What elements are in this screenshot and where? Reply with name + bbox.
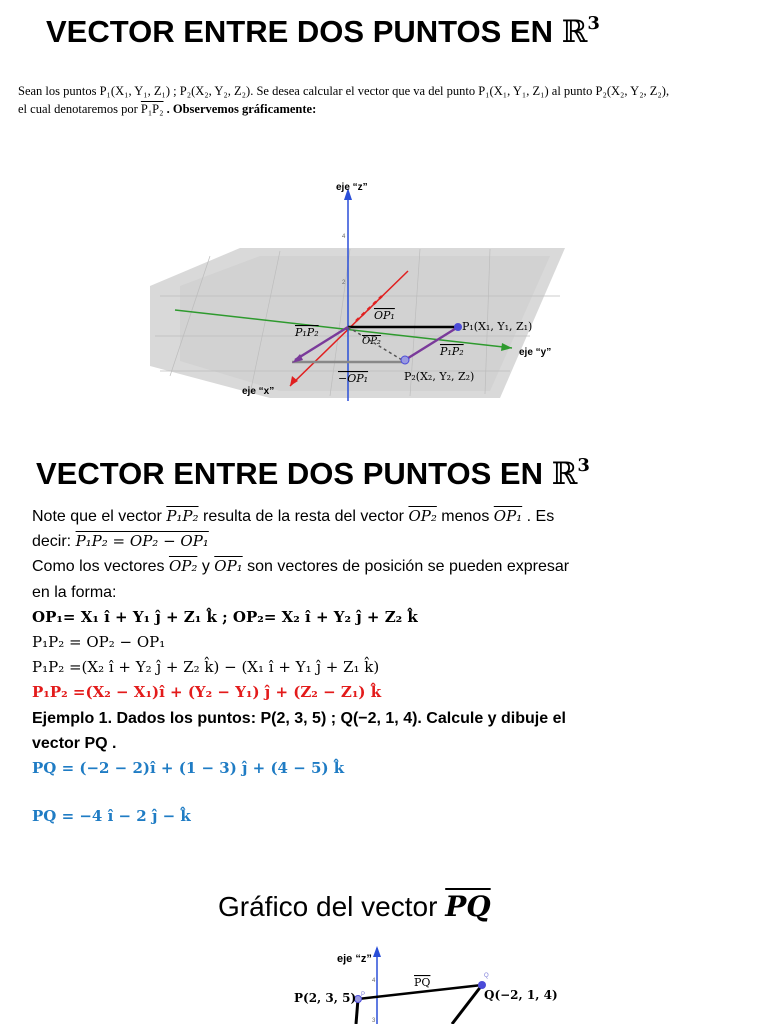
tick-4: 4: [342, 234, 346, 240]
example-vector: vector PQ .: [32, 734, 117, 752]
label-op2: OP₂: [362, 336, 381, 347]
label-axis-z: eje “z”: [336, 182, 368, 193]
line-forma: en la forma:: [32, 583, 117, 601]
label-axis-x: eje “x”: [242, 386, 275, 397]
label-op1: OP₁: [374, 309, 395, 322]
example-statement: Ejemplo 1. Dados los puntos: P(2, 3, 5) ; Q(−2, 1, 4). Calcule y dibuje el: [32, 709, 566, 727]
point-p2: [401, 356, 409, 364]
tick-2: 2: [342, 280, 346, 286]
label-p: P(2, 3, 5): [294, 991, 357, 1005]
equation-result: P₁P₂ =(X₂ − X₁)î + (Y₂ − Y₁) ĵ + (Z₂ − Z₁) k̂: [32, 683, 382, 702]
equation-position-vectors: OP₁= X₁ î + Y₁ ĵ + Z₁ k̂ ; OP₂= X₂ î + Y₂ ĵ + Z₂ k̂: [32, 607, 418, 626]
intro-paragraph: [18, 82, 766, 118]
section2-body: [32, 504, 752, 829]
figure-vector-pq: [280, 944, 580, 1024]
label-p1: P₁(X₁, Y₁, Z₁): [462, 320, 533, 333]
tick-4-2: 4: [372, 978, 376, 984]
label-q: Q(−2, 1, 4): [484, 988, 558, 1002]
equation-expanded: P₁P₂ =(X₂ î + Y₂ ĵ + Z₂ k̂) − (X₁ î + Y₁ ĵ + Z₁ k̂): [32, 658, 380, 677]
tick-3-2: 3: [372, 1018, 376, 1024]
example-result: PQ = −4 î − 2 ĵ − k̂: [32, 807, 191, 826]
label-axis-z-2: eje “z”: [337, 953, 372, 965]
line-como: Como los vectores OP₂ y OP₁ son vectores de posición se pueden expresar: [32, 557, 570, 576]
line-note: Note que el vector P₁P₂ resulta de la resta del vector OP₂ menos OP₁ . Es: [32, 507, 555, 525]
equation-difference: P₁P₂ = OP₂ − OP₁: [32, 633, 166, 652]
label-p1p2-left: P₁P₂: [295, 326, 319, 339]
point-p1: [454, 323, 462, 331]
intro-line-2: el cual denotaremos por P₁P₂ . Observemos gráficamente:: [18, 102, 317, 116]
label-p1p2-right: P₁P₂: [440, 345, 464, 358]
label-neg-op1: −OP₁: [338, 372, 369, 385]
point-p-letter: P: [361, 992, 366, 998]
label-p2: P₂(X₂, Y₂, Z₂): [404, 370, 475, 383]
label-axis-y: eje “y”: [519, 347, 552, 358]
point-q-letter: Q: [484, 973, 489, 979]
section1-title: VECTOR ENTRE DOS PUNTOS EN ℝ$^3$: [46, 12, 600, 50]
intro-line-1: Sean los puntos P₁(X₁, Y₁, Z₁) ; P₂(X₂, Y₂, Z₂). Se desea calcular el vector que va del punto P₁(X₁, Y₁, Z₁) al punto P₂(X₂, Y₂, Z₂),: [18, 84, 670, 98]
label-pq: PQ: [414, 976, 431, 989]
example-computation: PQ = (−2 − 2)î + (1 − 3) ĵ + (4 − 5) k̂: [32, 759, 345, 778]
figure-vector-3d: [150, 136, 565, 408]
section3-title: Gráfico del vector $\overline{PQ}$: [218, 890, 491, 923]
line-decir: decir: P₁P₂ = OP₂ − OP₁: [32, 532, 209, 551]
r3-symbol: ℝ$^3$: [561, 12, 600, 50]
section2-title: VECTOR ENTRE DOS PUNTOS EN ℝ$^3$: [36, 454, 590, 492]
